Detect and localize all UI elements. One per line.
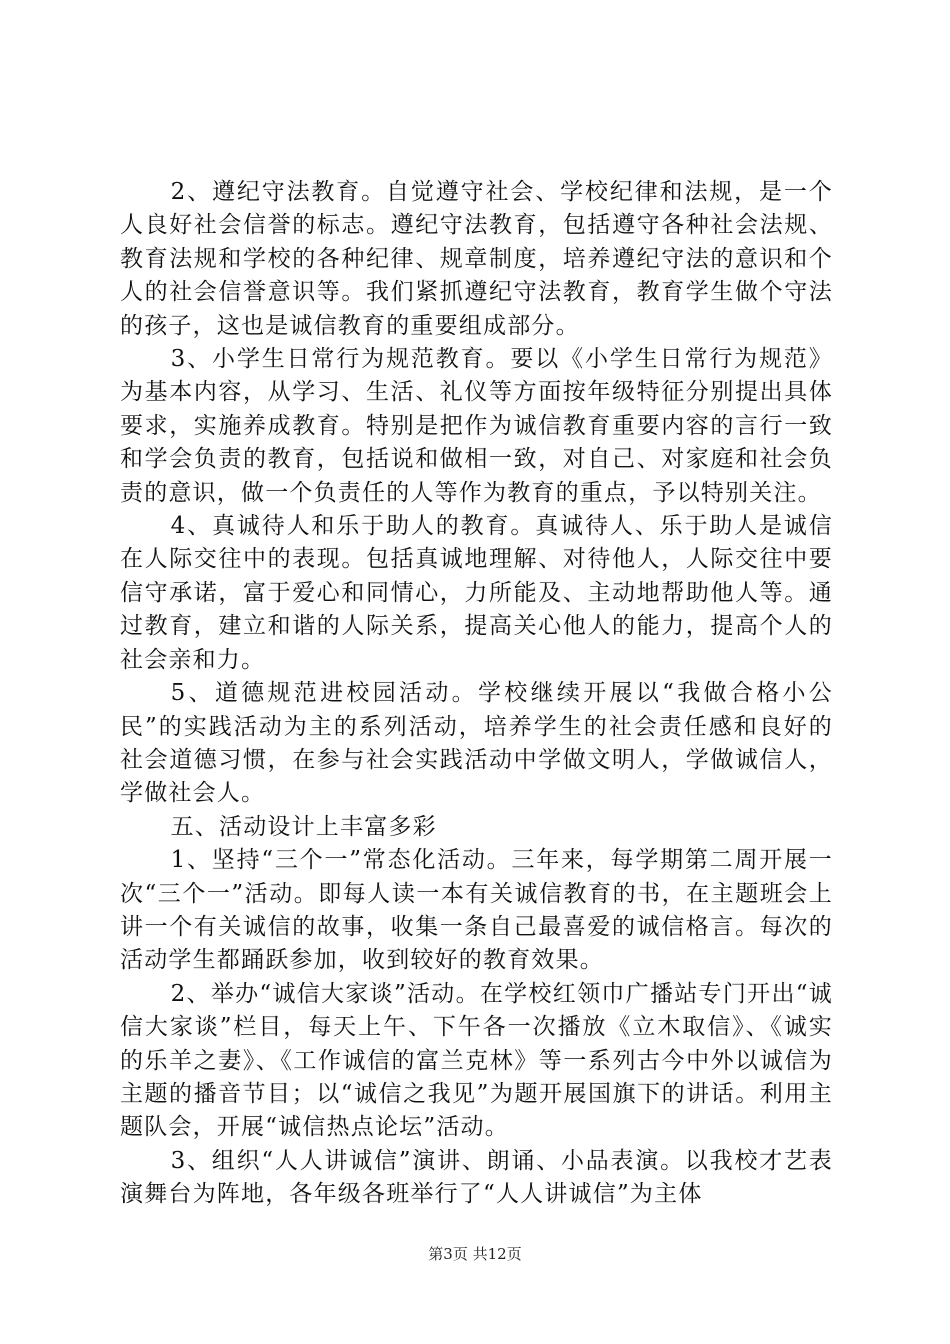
paragraph-law-education: 2、遵纪守法教育。自觉遵守社会、学校纪律和法规，是一个人良好社会信誉的标志。遵纪守法教育，包括遵守各种社会法规、教育法规和学校的各种纪律、规章制度，培养遵纪守法的意识和个人的社会信誉意识等。我们紧抓遵纪守法教育，教育学生做个守法的孩子，这也是诚信教育的重要组成部分。: [120, 179, 833, 339]
paragraph-moral-norms: 5、道德规范进校园活动。学校继续开展以“我做合格小公民”的实践活动为主的系列活动，培养学生的社会责任感和良好的社会道德习惯，在参与社会实践活动中学做文明人，学做诚信人，学做社会人。: [120, 680, 833, 807]
page-number-footer: 第3页 共12页: [428, 1245, 522, 1263]
paragraph-speech-performance: 3、组织“人人讲诚信”演讲、朗诵、小品表演。以我校才艺表演舞台为阵地，各年级各班举行了“人人讲诚信”为主体: [120, 1147, 833, 1208]
paragraph-integrity-talk: 2、举办“诚信大家谈”活动。在学校红领巾广播站专门开出“诚信大家谈”栏目，每天上午、下午各一次播放《立木取信》、《诚实的乐羊之妻》、《工作诚信的富兰克林》等一系列古今中外以诚信为主题的播音节目；以“诚信之我见”为题开展国旗下的讲话。利用主题队会，开展“诚信热点论坛”活动。: [120, 980, 833, 1141]
paragraph-sincerity-helping: 4、真诚待人和乐于助人的教育。真诚待人、乐于助人是诚信在人际交往中的表现。包括真诚地理解、对待他人，人际交往中要信守承诺，富于爱心和同情心，力所能及、主动地帮助他人等。通过教育，建立和谐的人际关系，提高关心他人的能力，提高个人的社会亲和力。: [120, 513, 833, 673]
paragraph-behavior-norms: 3、小学生日常行为规范教育。要以《小学生日常行为规范》为基本内容，从学习、生活、礼仪等方面按年级特征分别提出具体要求，实施养成教育。特别是把作为诚信教育重要内容的言行一致和学会负责的教育，包括说和做相一致，对自己、对家庭和社会负责的意识，做一个负责任的人等作为教育的重点，予以特别关注。: [120, 346, 833, 506]
document-body: [120, 176, 833, 1212]
section-heading-activity-design: 五、活动设计上丰富多彩: [170, 813, 437, 840]
paragraph-three-ones: 1、坚持“三个一”常态化活动。三年来，每学期第二周开展一次“三个一”活动。即每人读一本有关诚信教育的书，在主题班会上讲一个有关诚信的故事，收集一条自己最喜爱的诚信格言。每次的活动学生都踊跃参加，收到较好的教育效果。: [120, 847, 833, 974]
